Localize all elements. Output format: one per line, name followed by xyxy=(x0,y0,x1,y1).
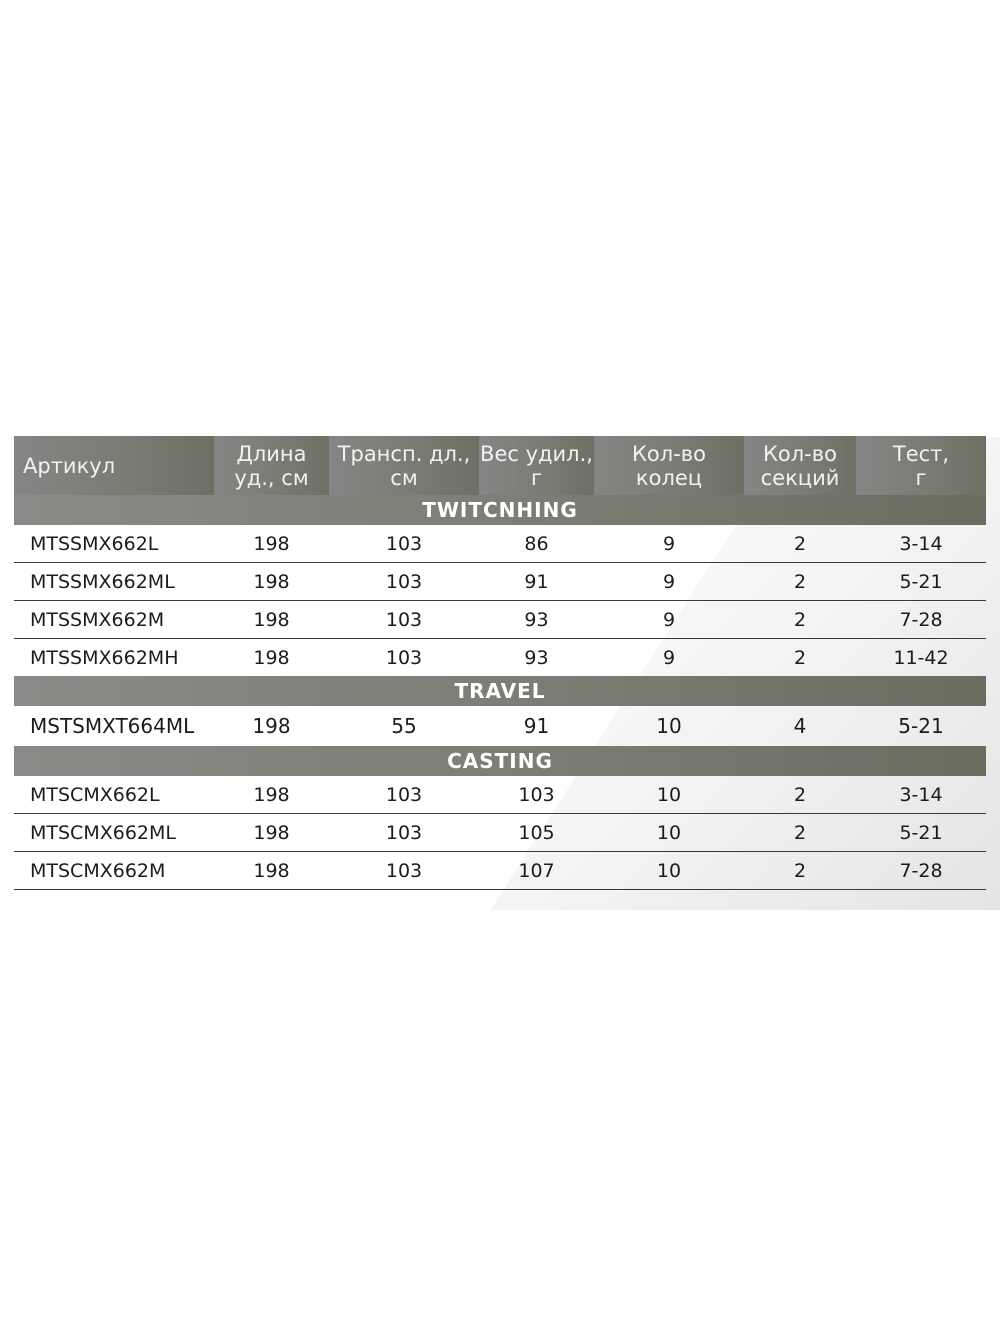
cell-weight: 91 xyxy=(479,563,594,601)
cell-sections: 2 xyxy=(793,646,807,669)
cell-test: 7-28 xyxy=(856,852,986,890)
cell-transport-length: 103 xyxy=(329,852,479,890)
cell-rings: 9 xyxy=(594,601,744,639)
table-row xyxy=(14,814,986,852)
cell-length: 198 xyxy=(253,646,290,669)
section-title: CASTING xyxy=(14,746,986,776)
cell-length: 198 xyxy=(214,601,329,639)
header-test-line-1: Тест, xyxy=(892,441,950,466)
header-test xyxy=(856,436,986,495)
cell-sections: 4 xyxy=(793,714,807,738)
cell-sections: 2 xyxy=(744,852,856,890)
cell-test: 5-21 xyxy=(856,814,986,852)
header-weight-line-2: г xyxy=(530,465,543,490)
cell-article: MSTSMXT664ML xyxy=(30,714,195,738)
section-title: TRAVEL xyxy=(14,676,986,706)
cell-rings: 10 xyxy=(594,852,744,890)
header-weight xyxy=(479,436,594,495)
table-row xyxy=(14,563,986,601)
cell-test: 7-28 xyxy=(856,601,986,639)
cell-length: 198 xyxy=(214,814,329,852)
cell-length: 198 xyxy=(214,563,329,601)
cell-transport-length: 103 xyxy=(385,646,423,669)
cell-rings: 10 xyxy=(594,776,744,814)
cell-transport-length: 103 xyxy=(329,601,479,639)
cell-weight: 103 xyxy=(479,776,594,814)
table-row xyxy=(14,852,986,890)
header-rings xyxy=(594,436,744,495)
cell-rings: 10 xyxy=(594,814,744,852)
cell-article: MTSSMX662M xyxy=(14,601,214,639)
header-article-line-1: Артикул xyxy=(23,453,116,478)
cell-length: 198 xyxy=(214,852,329,890)
cell-transport-length: 103 xyxy=(329,814,479,852)
header-rings-line-2: колец xyxy=(635,465,703,490)
cell-rings: 9 xyxy=(594,525,744,563)
cell-weight: 93 xyxy=(524,646,549,669)
cell-test: 5-21 xyxy=(898,714,944,738)
section-row-casting xyxy=(14,746,986,776)
header-length-line-1: Длина xyxy=(236,441,307,466)
cell-weight: 105 xyxy=(479,814,594,852)
table-row xyxy=(14,776,986,814)
cell-weight: 91 xyxy=(523,714,550,738)
cell-weight: 93 xyxy=(479,601,594,639)
cell-test: 3-14 xyxy=(856,525,986,563)
section-title: TWITCNHING xyxy=(14,495,986,525)
cell-article: MTSSMX662L xyxy=(14,525,214,563)
header-sections-line-2: секций xyxy=(760,465,840,490)
spec-table xyxy=(14,436,986,890)
cell-test: 3-14 xyxy=(856,776,986,814)
header-weight-line-1: Вес удил., xyxy=(480,441,593,466)
cell-article: MTSCMX662ML xyxy=(14,814,214,852)
cell-sections: 2 xyxy=(744,814,856,852)
header-test-line-2: г xyxy=(915,465,927,490)
section-row-travel xyxy=(14,676,986,706)
header-sections xyxy=(744,436,856,495)
cell-length: 198 xyxy=(252,714,291,738)
cell-test: 11-42 xyxy=(893,646,949,669)
header-length-line-2: уд., см xyxy=(234,465,309,490)
cell-rings: 9 xyxy=(662,646,676,669)
cell-sections: 2 xyxy=(744,776,856,814)
cell-article: MTSCMX662L xyxy=(14,776,214,814)
cell-article: MTSSMX662ML xyxy=(14,563,214,601)
table-row xyxy=(14,601,986,639)
cell-weight: 86 xyxy=(479,525,594,563)
header-length xyxy=(214,436,329,495)
cell-weight: 107 xyxy=(479,852,594,890)
cell-transport-length: 103 xyxy=(329,776,479,814)
section-row-twitching xyxy=(14,495,986,525)
cell-article: MTSSMX662MH xyxy=(30,646,179,669)
cell-rings: 9 xyxy=(594,563,744,601)
header-sections-line-1: Кол-во xyxy=(763,441,837,466)
cell-rings: 10 xyxy=(656,714,682,738)
table-row xyxy=(14,525,986,563)
cell-sections: 2 xyxy=(744,563,856,601)
cell-sections: 2 xyxy=(744,601,856,639)
cell-transport-length: 103 xyxy=(329,525,479,563)
cell-transport-length: 103 xyxy=(329,563,479,601)
cell-length: 198 xyxy=(214,525,329,563)
table-row xyxy=(14,706,986,746)
table-header-row xyxy=(14,436,986,495)
header-transport-length-line-1: Трансп. дл., xyxy=(337,441,471,466)
header-article xyxy=(14,436,214,495)
cell-length: 198 xyxy=(214,776,329,814)
cell-article: MTSCMX662M xyxy=(14,852,214,890)
header-rings-line-1: Кол-во xyxy=(632,441,706,466)
table-row xyxy=(14,639,986,677)
cell-test: 5-21 xyxy=(856,563,986,601)
header-transport-length xyxy=(329,436,479,495)
header-transport-length-line-2: см xyxy=(390,465,418,490)
cell-sections: 2 xyxy=(744,525,856,563)
cell-transport-length: 55 xyxy=(391,714,417,738)
